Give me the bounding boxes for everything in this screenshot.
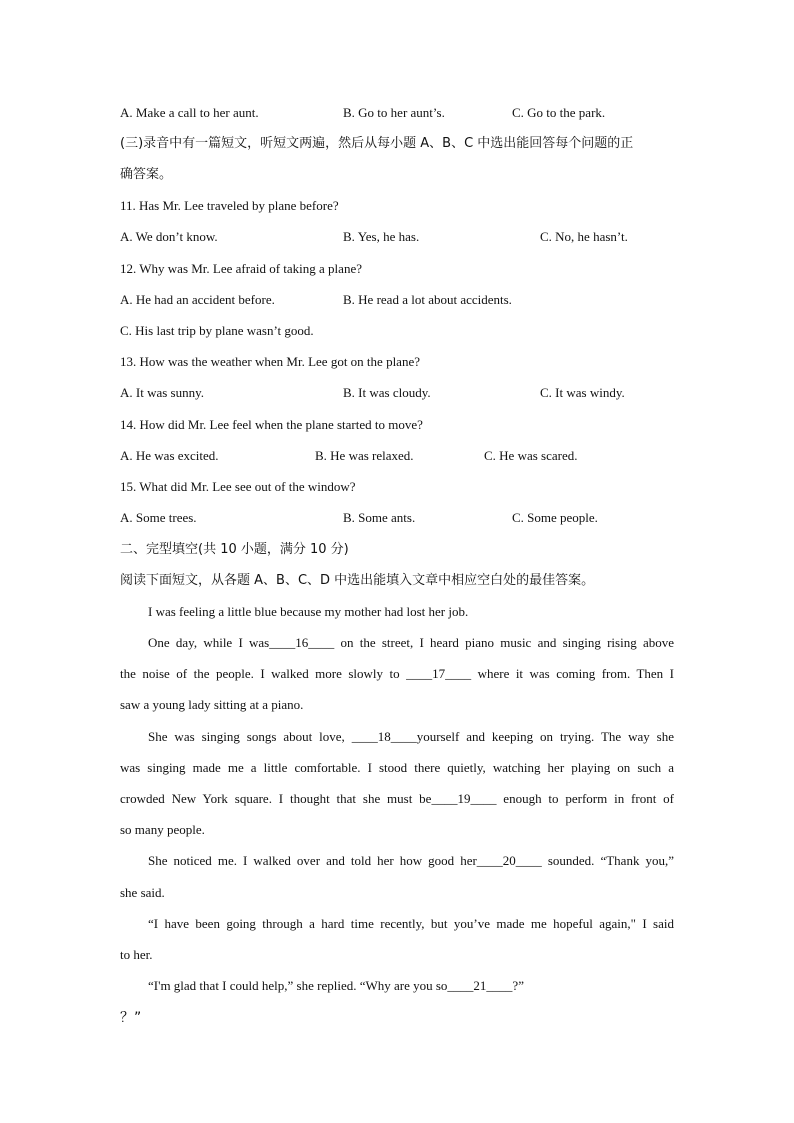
passage-p2-line1: One day, while I was____16____ on the street, I heard piano music and singing rising above: [148, 635, 674, 650]
q11-option-b: B. Yes, he has.: [343, 229, 420, 244]
section3-instruction-line1: (三)录音中有一篇短文，听短文两遍，然后从每小题 A、B、C 中选出能回答每个问题的正: [120, 136, 634, 151]
q12-option-c: C. His last trip by plane wasn’t good.: [120, 323, 314, 338]
q13-option-a: A. It was sunny.: [120, 385, 205, 400]
passage-p3-line1: She was singing songs about love, ____18____yourself and keeping on trying. The way she: [148, 729, 674, 744]
q15-option-a: A. Some trees.: [120, 510, 197, 525]
q14-stem: 14. How did Mr. Lee feel when the plane started to move?: [120, 417, 423, 432]
q15-stem: 15. What did Mr. Lee see out of the window?: [120, 479, 356, 494]
passage-p4-line2: she said.: [120, 885, 165, 900]
q14-option-b: B. He was relaxed.: [315, 448, 414, 463]
q14-option-c: C. He was scared.: [484, 448, 578, 463]
passage-p2-line2: the noise of the people. I walked more slowly to ____17____ where it was coming from. Then I: [120, 666, 674, 681]
passage-p2-line3: saw a young lady sitting at a piano.: [120, 697, 304, 712]
passage-p3-line3: crowded New York square. I thought that she must be____19____ enough to perform in front of: [120, 791, 674, 806]
passage-p5-line2: to her.: [120, 947, 153, 962]
q10-option-b: B. Go to her aunt’s.: [343, 105, 445, 120]
q11-option-a: A. We don’t know.: [120, 229, 218, 244]
q13-option-b: B. It was cloudy.: [343, 385, 431, 400]
section3-instruction-line2: 确答案。: [120, 167, 173, 182]
q12-stem: 12. Why was Mr. Lee afraid of taking a plane?: [120, 261, 362, 276]
q10-option-c: C. Go to the park.: [512, 105, 606, 120]
passage-p3-line4: so many people.: [120, 822, 205, 837]
q11-option-c: C. No, he hasn’t.: [540, 229, 628, 244]
q14-option-a: A. He was excited.: [120, 448, 219, 463]
q15-option-c: C. Some people.: [512, 510, 598, 525]
part2-heading: 二、完型填空(共 10 小题，满分 10 分): [120, 542, 349, 557]
passage-p6-line1: “I'm glad that I could help,” she replied. “Why are you so____21____?”: [148, 978, 524, 993]
q13-option-c: C. It was windy.: [540, 385, 625, 400]
q13-stem: 13. How was the weather when Mr. Lee got on the plane?: [120, 354, 420, 369]
passage-paragraph-1: I was feeling a little blue because my mother had lost her job.: [148, 604, 469, 619]
q15-option-b: B. Some ants.: [343, 510, 416, 525]
part2-instruction: 阅读下面短文，从各题 A、B、C、D 中选出能填入文章中相应空白处的最佳答案。: [120, 573, 595, 588]
q11-stem: 11. Has Mr. Lee traveled by plane before?: [120, 198, 339, 213]
passage-p5-line1: “I have been going through a hard time recently, but you’ve made me hopeful again," I said: [148, 916, 674, 931]
passage-p3-line2: was singing made me a little comfortable. I stood there quietly, watching her playing on such a: [120, 760, 674, 775]
passage-p4-line1: She noticed me. I walked over and told her how good her____20____ sounded. “Thank you,”: [148, 853, 674, 868]
passage-p7-fragment: ？”: [120, 1010, 142, 1026]
q12-option-b: B. He read a lot about accidents.: [343, 292, 512, 307]
q12-option-a: A. He had an accident before.: [120, 292, 275, 307]
q10-option-a: A. Make a call to her aunt.: [120, 105, 259, 120]
